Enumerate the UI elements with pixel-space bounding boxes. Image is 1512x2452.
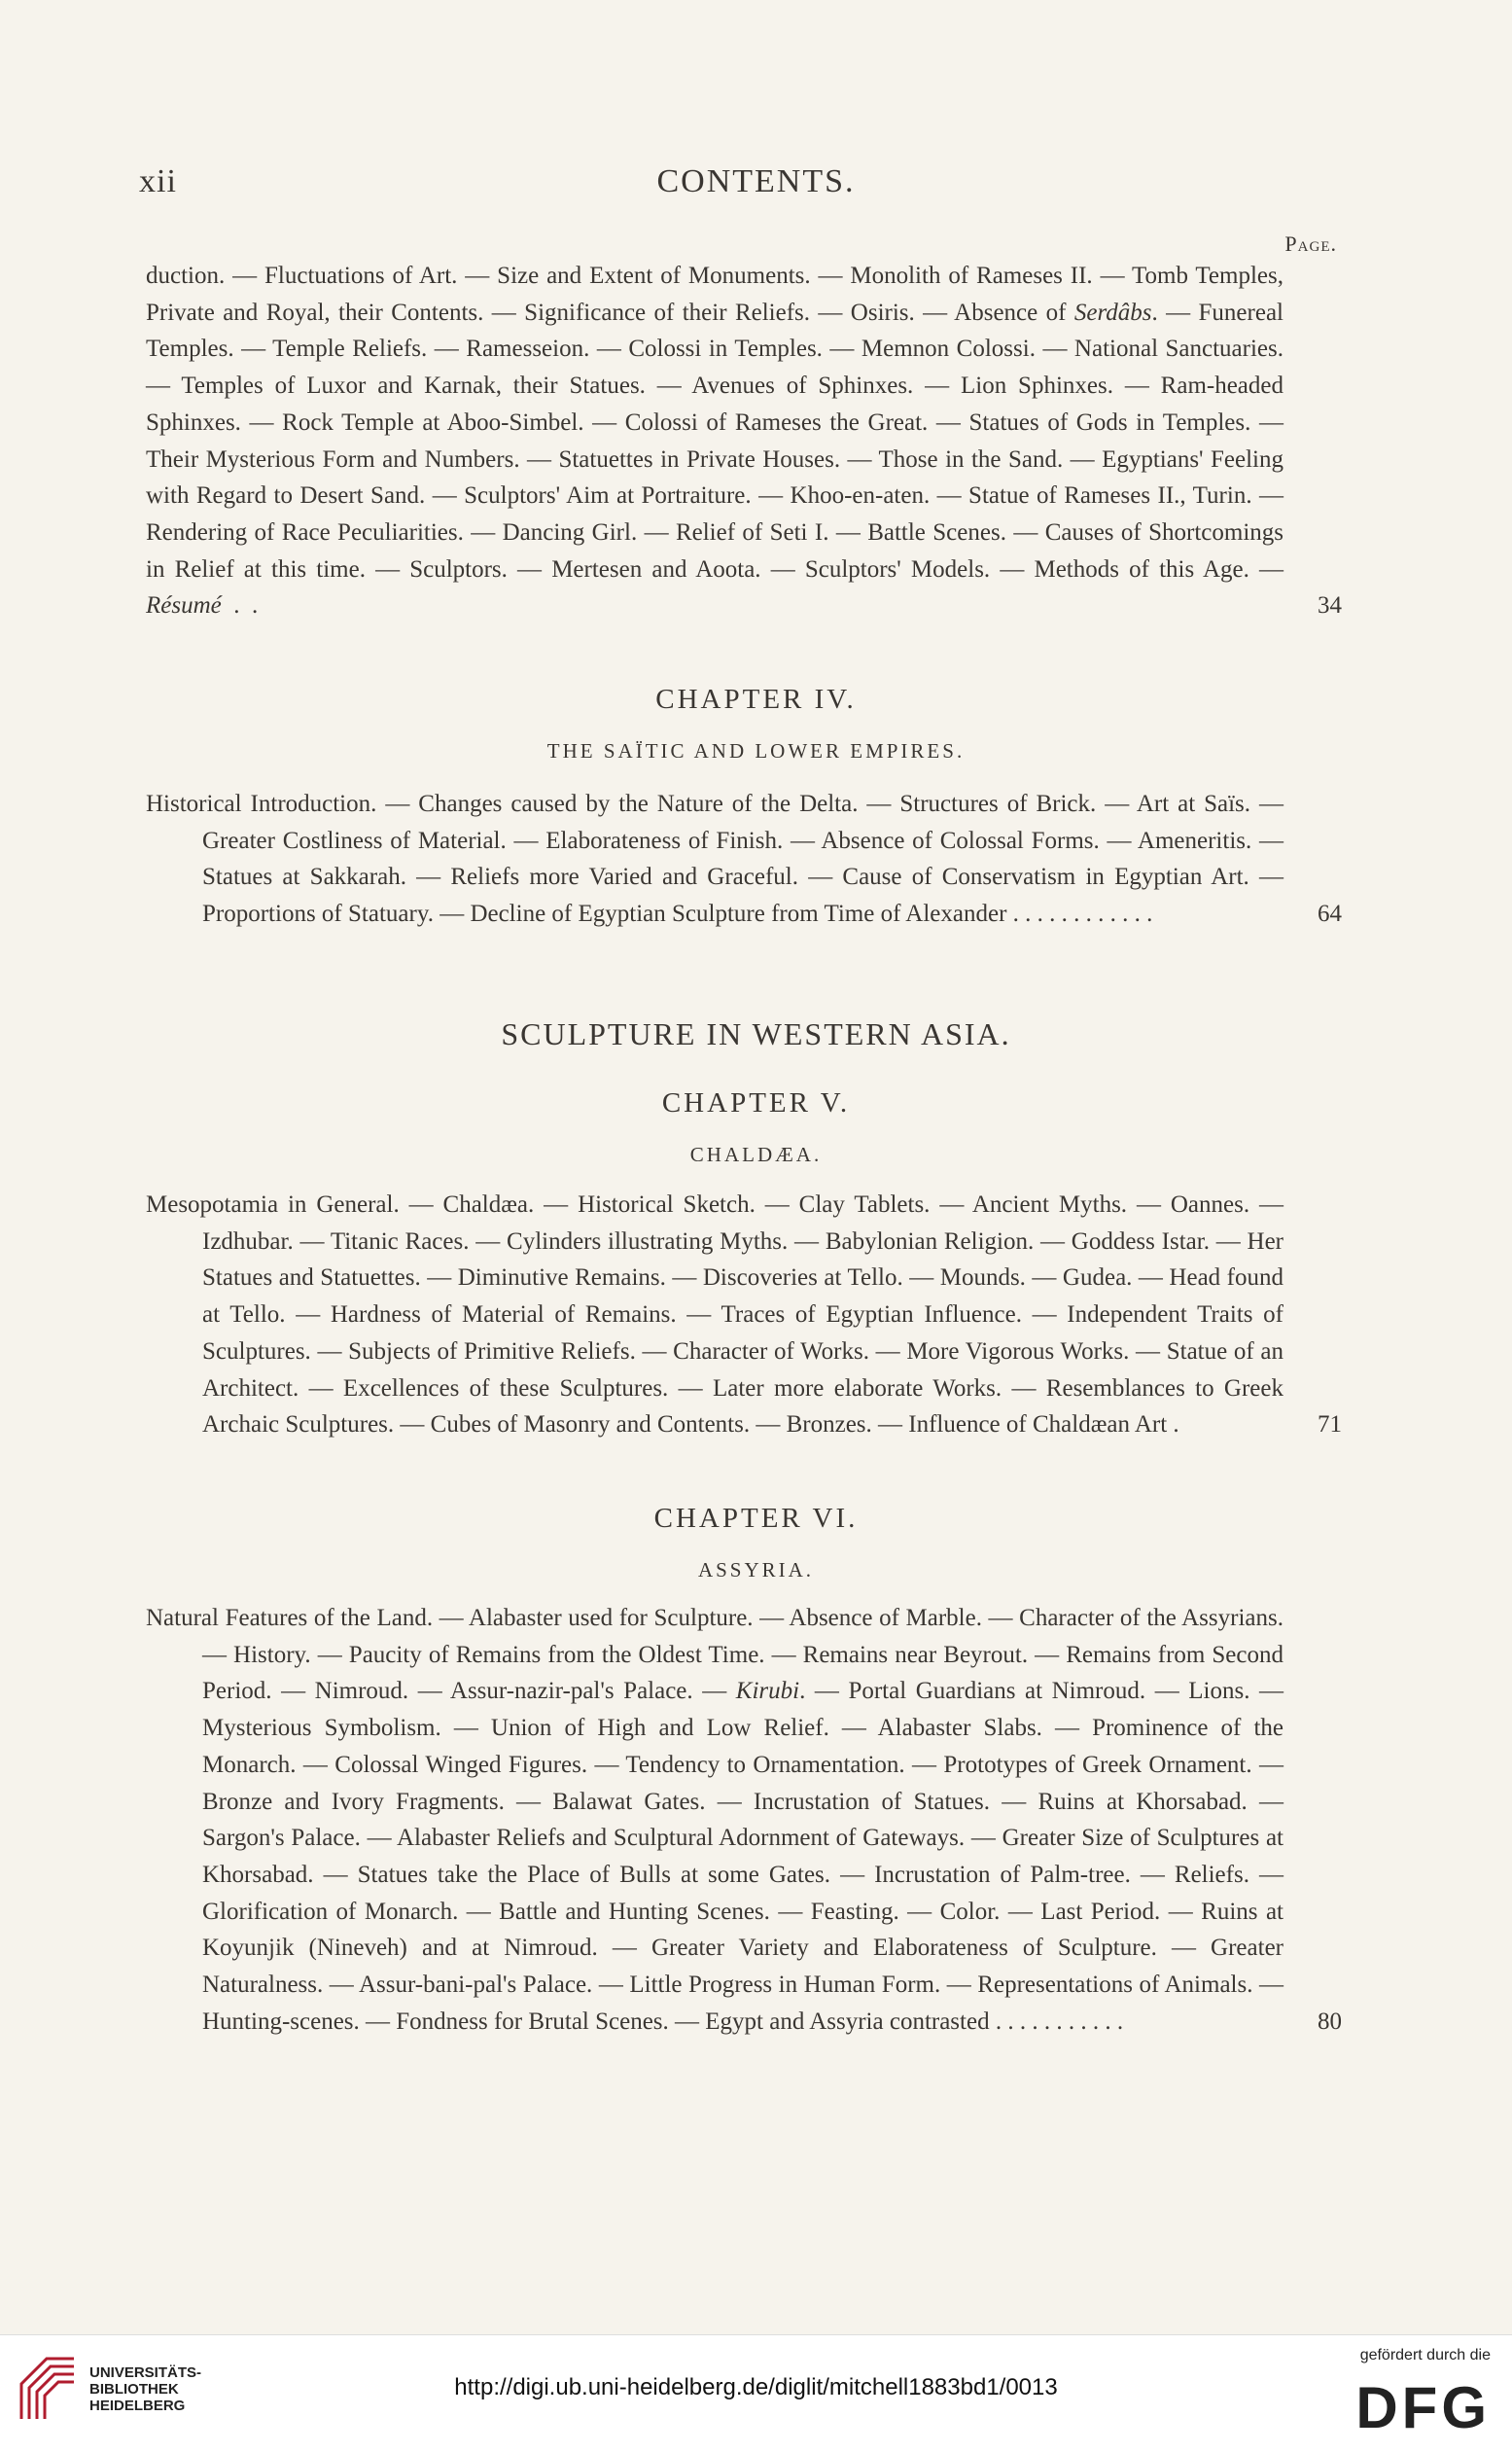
- toc-entry: [146, 786, 1342, 933]
- entry-italic: Résumé: [146, 592, 222, 620]
- chapter-subtitle: CHALDÆA.: [689, 1143, 823, 1166]
- entry-page-number: 64: [1318, 901, 1342, 928]
- page-column-label: Page.: [1284, 231, 1337, 256]
- chapter-subtitle: ASSYRIA.: [697, 1558, 815, 1581]
- part-heading: SCULPTURE IN WESTERN ASIA.: [501, 1016, 1011, 1051]
- entry-text: Historical Introduction. — Changes caused by the Nature of the Delta. — Structures of Brick. — Art at Saïs. — Greater Costliness of Material. — Elaborateness of Finish. — Absence of Colossal Forms. — Ameneritis. — Statues at Sakkarah. — Reliefs more Varied and Graceful. — Cause of Conservatism in Egyptian Art. — Proportions of Statuary. — Decline of Egyptian Sculpture from Time of Alexander . . . . . . . . . . . .: [146, 791, 1283, 928]
- chapter-subtitle: THE SAÏTIC AND LOWER EMPIRES.: [546, 739, 966, 763]
- page-title: CONTENTS.: [656, 163, 856, 199]
- sponsor-label: gefördert durch die: [1359, 2347, 1491, 2363]
- chapter-heading: CHAPTER V.: [661, 1087, 851, 1119]
- digitization-footer: [0, 2334, 1512, 2452]
- entry-page-number: 80: [1318, 2008, 1342, 2035]
- entry-text: . — Portal Guardians at Nimroud. — Lions. — Mysterious Symbolism. — Union of High and Low Relief. — Alabaster Slabs. — Prominence of the Monarch. — Colossal Winged Figures. — Tendency to Ornamentation. — Prototypes of Greek Ornament. — Bronze and Ivory Fragments. — Balawat Gates. — Incrustation of Statues. — Ruins at Khorsabad. — Sargon's Palace. — Alabaster Reliefs and Sculptural Adornment of Gateways. — Greater Size of Sculptures at Khorsabad. — Statues take the Place of Bulls at some Gates. — Incrustation of Palm-tree. — Reliefs. — Glorification of Monarch. — Battle and Hunting Scenes. — Feasting. — Color. — Last Period. — Ruins at Koyunjik (Nineveh) and at Nimroud. — Greater Variety and Elaborateness of Sculpture. — Greater Naturalness. — Assur-bani-pal's Palace. — Little Progress in Human Form. — Representations of Animals. — Hunting-scenes. — Fondness for Brutal Scenes. — Egypt and Assyria contrasted . . . . . . . . . . .: [202, 1678, 1284, 2035]
- chapter-heading: CHAPTER IV.: [655, 684, 857, 715]
- library-name: UNIVERSITÄTS- BIBLIOTHEK HEIDELBERG: [89, 2364, 202, 2414]
- page-folio: xii: [139, 163, 177, 199]
- entry-page-number: 71: [1318, 1411, 1342, 1439]
- chapter-heading: CHAPTER VI.: [653, 1503, 859, 1534]
- entry-text: . — Funereal Temples. — Temple Reliefs. — Ramesseion. — Colossi in Temples. — Memnon Colossi. — National Sanctuaries. — Temples of Luxor and Karnak, their Statues. — Avenues of Sphinxes. — Lion Sphinxes. — Ram-headed Sphinxes. — Rock Temple at Aboo-Simbel. — Colossi of Rameses the Great. — Statues of Gods in Temples. — Their Mysterious Form and Numbers. — Statuettes in Private Houses. — Those in the Sand. — Egyptians' Feeling with Regard to Desert Sand. — Sculptors' Aim at Portraiture. — Khoo-en-aten. — Statue of Rameses II., Turin. — Rendering of Race Peculiarities. — Dancing Girl. — Relief of Seti I. — Battle Scenes. — Causes of Shortcomings in Relief at this time. — Sculptors. — Mertesen and Aoota. — Sculptors' Models. — Methods of this Age. —: [146, 299, 1283, 583]
- entry-italic: Kirubi: [735, 1678, 800, 1705]
- entry-text: Natural Features of the Land. — Alabaster used for Sculpture. — Absence of Marble. — Character of the Assyrians. — History. — Paucity of Remains from the Oldest Time. — Remains near Beyrout. — Remains from Second Period. — Nimroud. — Assur-nazir-pal's Palace. —: [146, 1605, 1283, 1705]
- toc-entry: [146, 1187, 1342, 1443]
- entry-text: duction. — Fluctuations of Art. — Size and Extent of Monuments. — Monolith of Rameses II. — Tomb Temples, Private and Royal, their Contents. — Significance of their Reliefs. — Osiris. — Absence of: [146, 263, 1283, 326]
- entry-page-number: 34: [1318, 592, 1342, 620]
- source-url-link[interactable]: http://digi.ub.uni-heidelberg.de/diglit/mitchell1883bd1/0013: [454, 2374, 1058, 2400]
- toc-entry: duction. — Fluctuations of Art. — Size and Extent of Monuments. — Monolith of Rameses II. — Tomb Temples, Private and Royal, their Contents. — Significance of their Reliefs. — Osiris. — Absence of Serdâbs. — Funereal Temples. — Temple Reliefs. — Ramesseion. — Colossi in Temples. — Memnon Colossi. — National Sanctuaries. — Temples of Luxor and Karnak, their Statues. — Avenues of Sphinxes. — Lion Sphinxes. — Ram-headed Sphinxes. — Rock Temple at Aboo-Simbel. — Colossi of Rameses the Great. — Statues of Gods in Temples. — Their Mysterious Form and Numbers. — Statuettes in Private Houses. — Those in the Sand. — Egyptians' Feeling with Regard to Desert Sand. — Sculptors' Aim at Portraiture. — Khoo-en-aten. — Statue of Rameses II., Turin. — Rendering of Race Peculiarities. — Dancing Girl. — Relief of Seti I. — Battle Scenes. — Causes of Shortcomings in Relief at this time. — Sculptors. — Mertesen and Aoota. — Sculptors' Models. — Methods of this Age. — Résumé . . 34: [146, 258, 1342, 624]
- toc-entry: [146, 1600, 1342, 2040]
- running-head: [0, 163, 1512, 212]
- entry-italic: Serdâbs: [1073, 299, 1152, 326]
- dfg-logo: DFG: [1355, 2375, 1491, 2440]
- entry-text: Mesopotamia in General. — Chaldæa. — Historical Sketch. — Clay Tablets. — Ancient Myths. — Oannes. — Izdhubar. — Titanic Races. — Cylinders illustrating Myths. — Babylonian Religion. — Goddess Istar. — Her Statues and Statuettes. — Diminutive Remains. — Discoveries at Tello. — Mounds. — Gudea. — Head found at Tello. — Hardness of Material of Remains. — Traces of Egyptian Influence. — Independent Traits of Sculptures. — Subjects of Primitive Reliefs. — Character of Works. — More Vigorous Works. — Statue of an Architect. — Excellences of these Sculptures. — Later more elaborate Works. — Resemblances to Greek Archaic Sculptures. — Cubes of Masonry and Contents. — Bronzes. — Influence of Chaldæan Art .: [146, 1191, 1283, 1439]
